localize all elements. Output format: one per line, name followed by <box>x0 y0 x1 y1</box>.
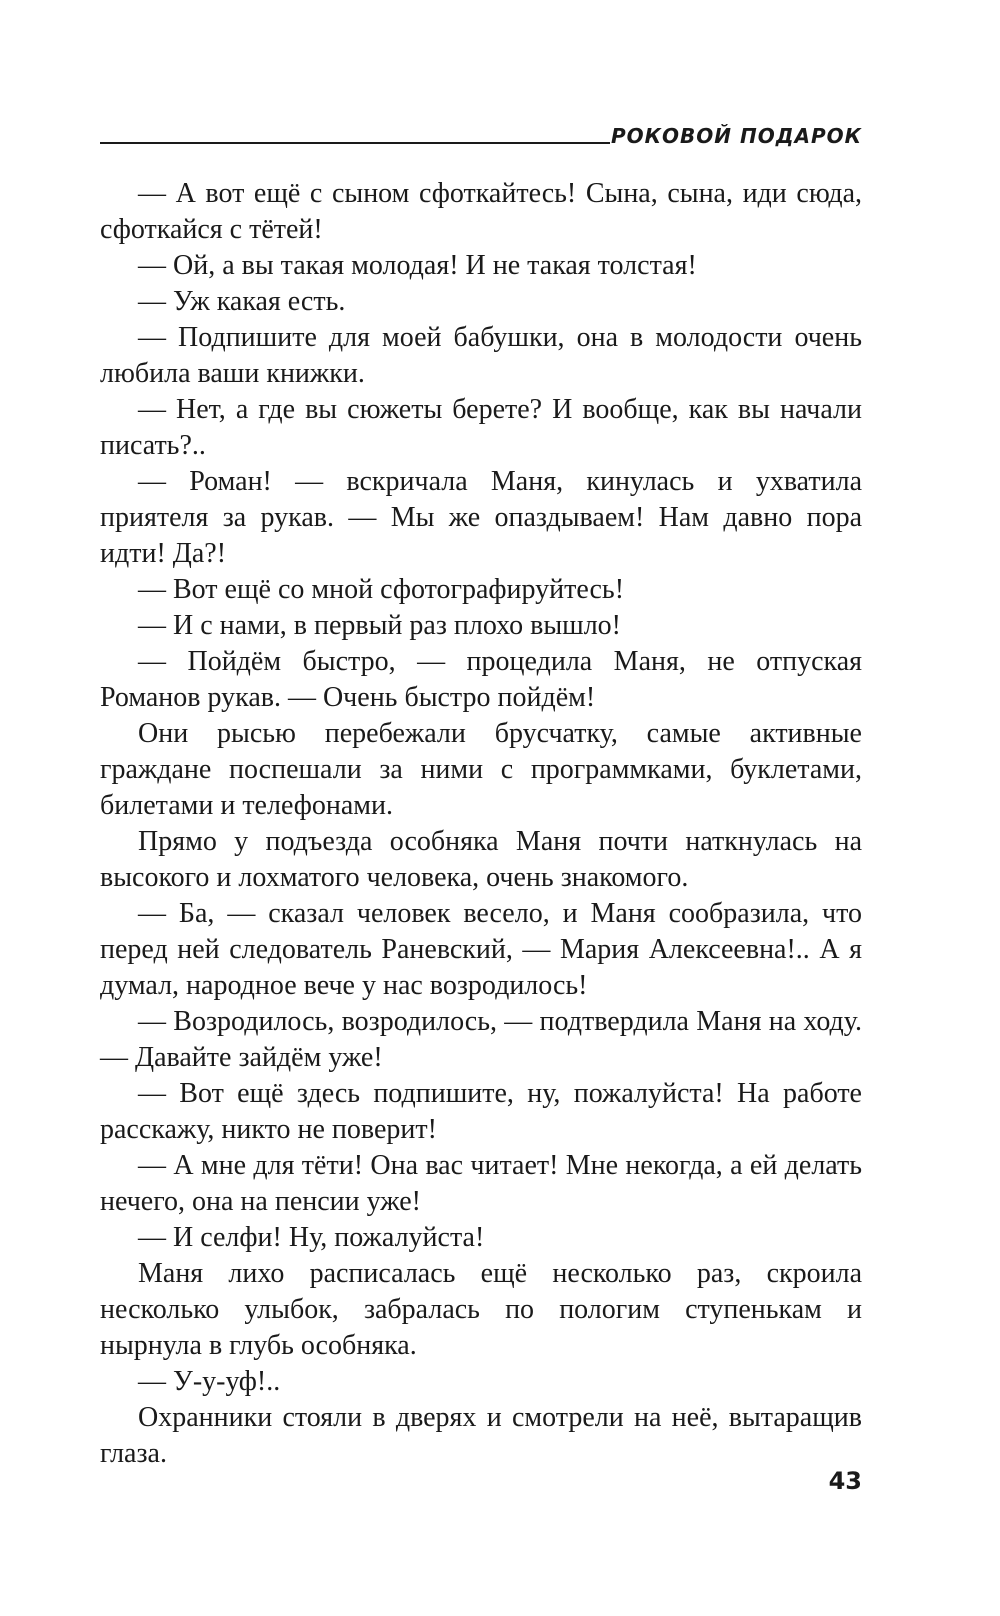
paragraph: — Уж какая есть. <box>138 286 346 317</box>
page-number: 43 <box>828 1467 862 1495</box>
running-header-title: РОКОВОЙ ПОДАРОК <box>611 124 862 148</box>
paragraph: — У-у-уф!.. <box>138 1366 281 1397</box>
paragraph: — Ба, — сказал человек весело, и Маня сообразила, что перед ней следователь Раневский, — Мария Алексеевна!.. А я думал, народное вече у нас возродилось! <box>100 898 862 1001</box>
paragraph: — Подпишите для моей бабушки, она в молодости очень любила ваши книжки. <box>100 322 862 389</box>
paragraph: — И с нами, в первый раз плохо вышло! <box>138 610 621 641</box>
paragraph: — Роман! — вскричала Маня, кинулась и ухватила приятеля за рукав. — Мы же опаздываем! Нам давно пора идти! Да?! <box>100 466 862 569</box>
header-rule <box>100 142 610 144</box>
paragraph: — Возродилось, возродилось, — подтвердила Маня на ходу. — Давайте зайдём уже! <box>100 1006 862 1073</box>
paragraph: — Вот ещё со мной сфотографируйтесь! <box>138 574 625 605</box>
body-text <box>100 176 862 1472</box>
paragraph: — Нет, а где вы сюжеты берете? И вообще, как вы начали писать?.. <box>100 394 862 461</box>
paragraph: — И селфи! Ну, пожалуйста! <box>138 1222 485 1253</box>
paragraph: Они рысью перебежали брусчатку, самые активные граждане поспешали за ними с программками, буклетами, билетами и телефонами. <box>100 718 862 821</box>
paragraph: — А вот ещё с сыном сфоткайтесь! Сына, сына, иди сюда, сфоткайся с тётей! <box>100 178 862 245</box>
paragraph: — Ой, а вы такая молодая! И не такая толстая! <box>138 250 697 281</box>
paragraph: — Пойдём быстро, — процедила Маня, не отпуская Романов рукав. — Очень быстро пойдём! <box>100 646 862 713</box>
paragraph: Маня лихо расписалась ещё несколько раз, скроила несколько улыбок, забралась по пологим ступенькам и нырнула в глубь особняка. <box>100 1258 862 1361</box>
paragraph: Прямо у подъезда особняка Маня почти наткнулась на высокого и лохматого человека, очень знакомого. <box>100 826 862 893</box>
paragraph: — А мне для тёти! Она вас читает! Мне некогда, а ей делать нечего, она на пенсии уже! <box>100 1150 862 1217</box>
running-header <box>100 118 862 158</box>
paragraph: Охранники стояли в дверях и смотрели на неё, вытаращив глаза. <box>100 1402 862 1469</box>
paragraph: — Вот ещё здесь подпишите, ну, пожалуйста! На работе расскажу, никто не поверит! <box>100 1078 862 1145</box>
